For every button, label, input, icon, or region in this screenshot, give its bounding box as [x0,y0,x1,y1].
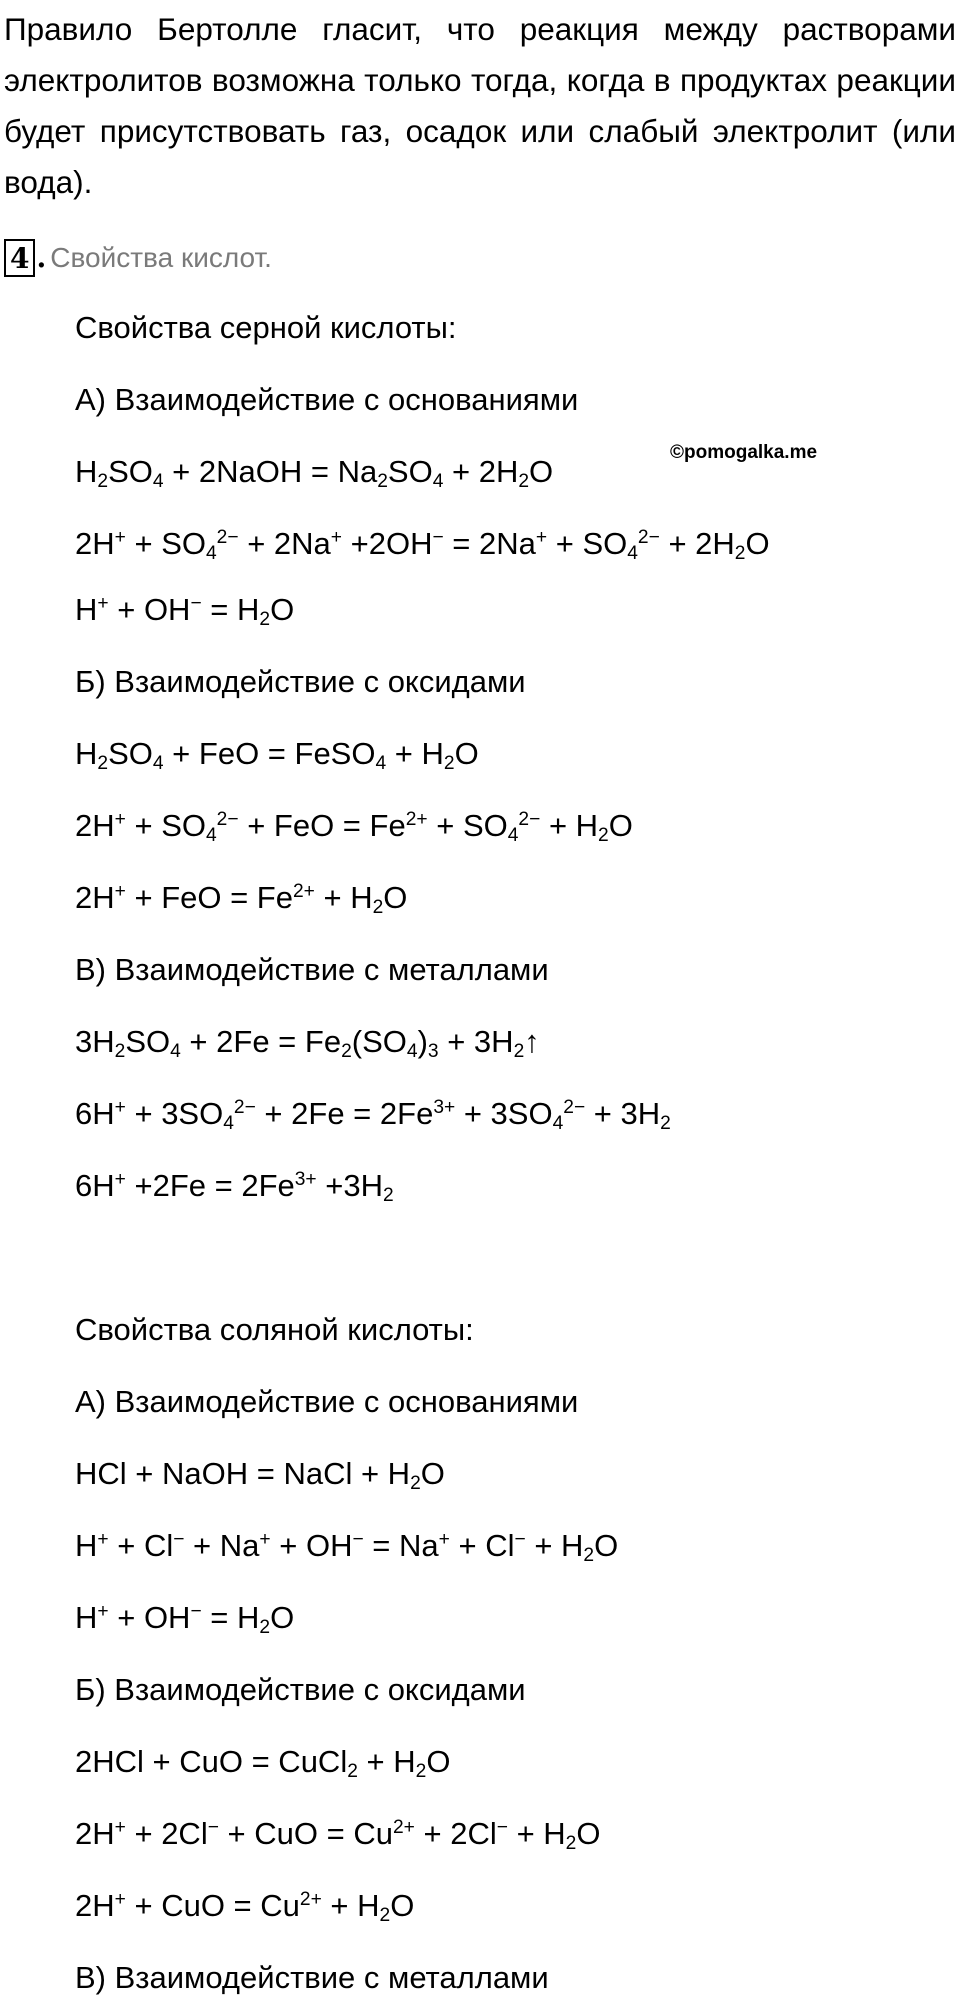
section-heading-sulfuric: Свойства серной кислоты: [75,310,457,345]
equation-short-ionic: $6H^+ +2Fe = 2Fe^{3+} +3H_2$ [75,1168,394,1207]
equation-full-ionic: $6H^+ + 3SO_4^{2-} + 2Fe = 2Fe^{3+} + 3SO_4^{2-} + 3H_2$ [75,1096,671,1135]
subheading-bases: А) Взаимодействие с основаниями [75,1384,579,1419]
task-title: Свойства кислот. [50,242,272,273]
equation-molecular: $3H_2SO_4 + 2Fe = Fe_2(SO_4)_3$ + $3H_2↑$ [75,1024,540,1063]
subheading-bases: А) Взаимодействие с основаниями [75,382,579,417]
task-header [4,236,272,280]
task-number-box: 4 [4,239,35,277]
watermark: ©pomogalka.me [670,442,818,463]
equation-molecular: $H_2SO_4$ + 2NaOH = $Na_2SO_4 + 2H_2O$ [75,454,554,493]
equation-short-ionic: $H^+ + OH^- = H_2O$ [75,592,295,631]
equation-short-ionic: 2H+ + FeO = $Fe^{2+} + H_2O$ [75,880,408,919]
subheading-oxides: Б) Взаимодействие с оксидами [75,664,526,699]
equation-short-ionic: 2H+ + CuO = $Cu^{2+} + H_2O$ [75,1888,415,1927]
equation-short-ionic: $H^+ + OH^- = H_2O$ [75,1600,295,1639]
task-number-dot: . [36,241,47,274]
equation-molecular: HCl + NaOH = NaCl + $H_2O$ [75,1456,445,1495]
equation-full-ionic: 2H+ + 2Cl− + CuO = $Cu^{2+} + 2Cl^- + H_2O$ [75,1816,601,1855]
intro-paragraph: Правило Бертолле гласит, что реакция между растворами электролитов возможна только тогда, когда в продуктах реакции будет присутствовать газ, осадок или слабый электролит (или вода). [4,11,956,200]
subheading-oxides: Б) Взаимодействие с оксидами [75,1672,526,1707]
equation-full-ionic: $2H^+ + SO_4^{2-}$ + FeO = $Fe^{2+} + SO_4^{2-} + H_2O$ [75,808,633,847]
equation-full-ionic: $2H^+ + SO_4^{2-} + 2Na^+ +2OH^- = 2Na^+ + SO_4^{2-} + 2H_2O$ [75,526,770,565]
subheading-metals: В) Взаимодействие с металлами [75,952,549,987]
subheading-metals: В) Взаимодействие с металлами [75,1960,549,1995]
equation-full-ionic: $H^+ + Cl^- + Na^+ + OH^- = Na^+ + Cl^- + H_2O$ [75,1528,619,1567]
equation-molecular: $H_2SO_4$ + FeO = FeSO$_4$ + $H_2O$ [75,736,479,775]
equation-molecular: 2HCl + CuO = CuCl$_2$ + $H_2O$ [75,1744,451,1783]
section-heading-hydrochloric: Свойства соляной кислоты: [75,1312,474,1347]
